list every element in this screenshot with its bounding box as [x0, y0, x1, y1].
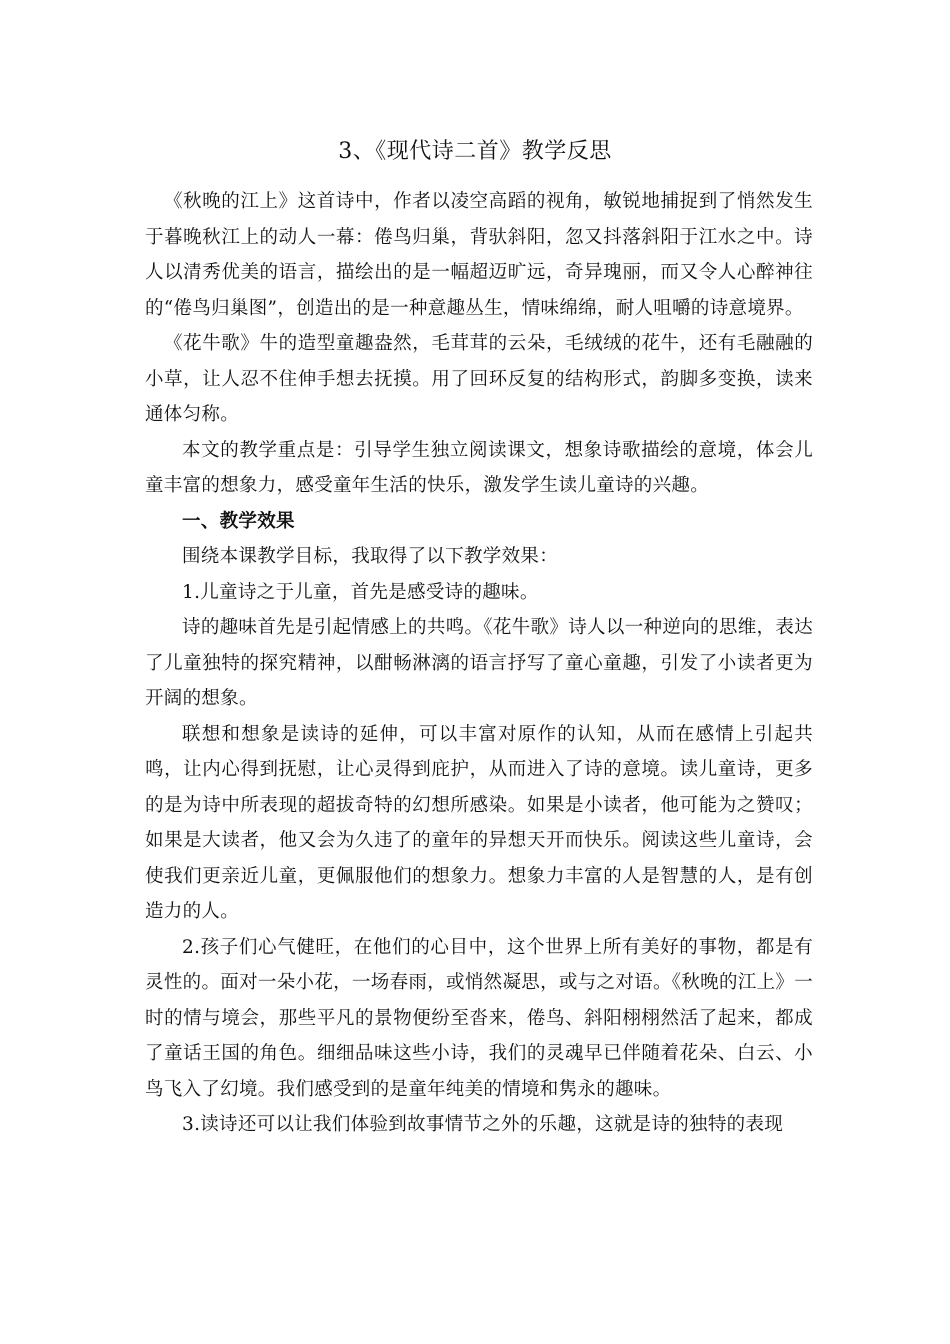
paragraph-point-1: 1.儿童诗之于儿童，首先是感受诗的趣味。: [182, 581, 539, 603]
paragraph-interest-resonance: 诗的趣味首先是引起情感上的共鸣。《花牛歌》诗人以一种逆向的思维，表达了儿童独特的探究精神，以酣畅淋漓的语言抒写了童心童趣，引发了小读者更为开阔的想象。: [145, 617, 813, 709]
paragraph-point-2: 2.孩子们心气健旺，在他们的心目中，这个世界上所有美好的事物，都是有灵性的。面对一朵小花，一场春雨，或悄然凝思，或与之对语。《秋晚的江上》一时的情与境会，那些平凡的景物便纷至沓来，倦鸟、斜阳栩栩然活了起来，都成了童话王国的角色。细细品味这些小诗，我们的灵魂早已伴随着花朵、白云、小鸟飞入了幻境。我们感受到的是童年纯美的情境和隽永的趣味。: [145, 936, 813, 1100]
paragraph-imagination: 联想和想象是读诗的延伸，可以丰富对原作的认知，从而在感情上引起共鸣，让内心得到抚慰，让心灵得到庇护，从而进入了诗的意境。读儿童诗，更多的是为诗中所表现的超拔奇特的幻想所感染。如果是小读者，他可能为之赞叹；如果是大读者，他又会为久违了的童年的异想天开而快乐。阅读这些儿童诗，会使我们更亲近儿童，更佩服他们的想象力。想象力丰富的人是智慧的人，是有创造力的人。: [145, 723, 813, 922]
section-heading-teaching-effect: 一、教学效果: [182, 510, 295, 532]
document-body: [145, 184, 813, 1143]
paragraph-autumn-river: 《秋晚的江上》这首诗中，作者以凌空高蹈的视角，敏锐地捕捉到了悄然发生于暮晚秋江上的动人一幕：倦鸟归巢，背驮斜阳，忽又抖落斜阳于江水之中。诗人以清秀优美的语言，描绘出的是一幅超迈旷远，奇异瑰丽，而又令人心醉神往的“倦鸟归巢图”，创造出的是一种意趣丛生，情味绵绵，耐人咀嚼的诗意境界。: [145, 191, 813, 319]
paragraph-effect-intro: 围绕本课教学目标，我取得了以下教学效果：: [182, 546, 559, 567]
paragraph-point-3: 3.读诗还可以让我们体验到故事情节之外的乐趣，这就是诗的独特的表现: [182, 1114, 784, 1135]
paragraph-flower-cow: 《花牛歌》牛的造型童趣盎然，毛茸茸的云朵，毛绒绒的花牛，还有毛融融的小草，让人忍不住伸手想去抚摸。用了回环反复的结构形式，韵脚多变换，读来通体匀称。: [145, 333, 813, 425]
document-title: 3、《现代诗二首》教学反思: [338, 139, 612, 164]
paragraph-teaching-focus: 本文的教学重点是：引导学生独立阅读课文，想象诗歌描绘的意境，体会儿童丰富的想象力，感受童年生活的快乐，激发学生读儿童诗的兴趣。: [145, 439, 813, 496]
